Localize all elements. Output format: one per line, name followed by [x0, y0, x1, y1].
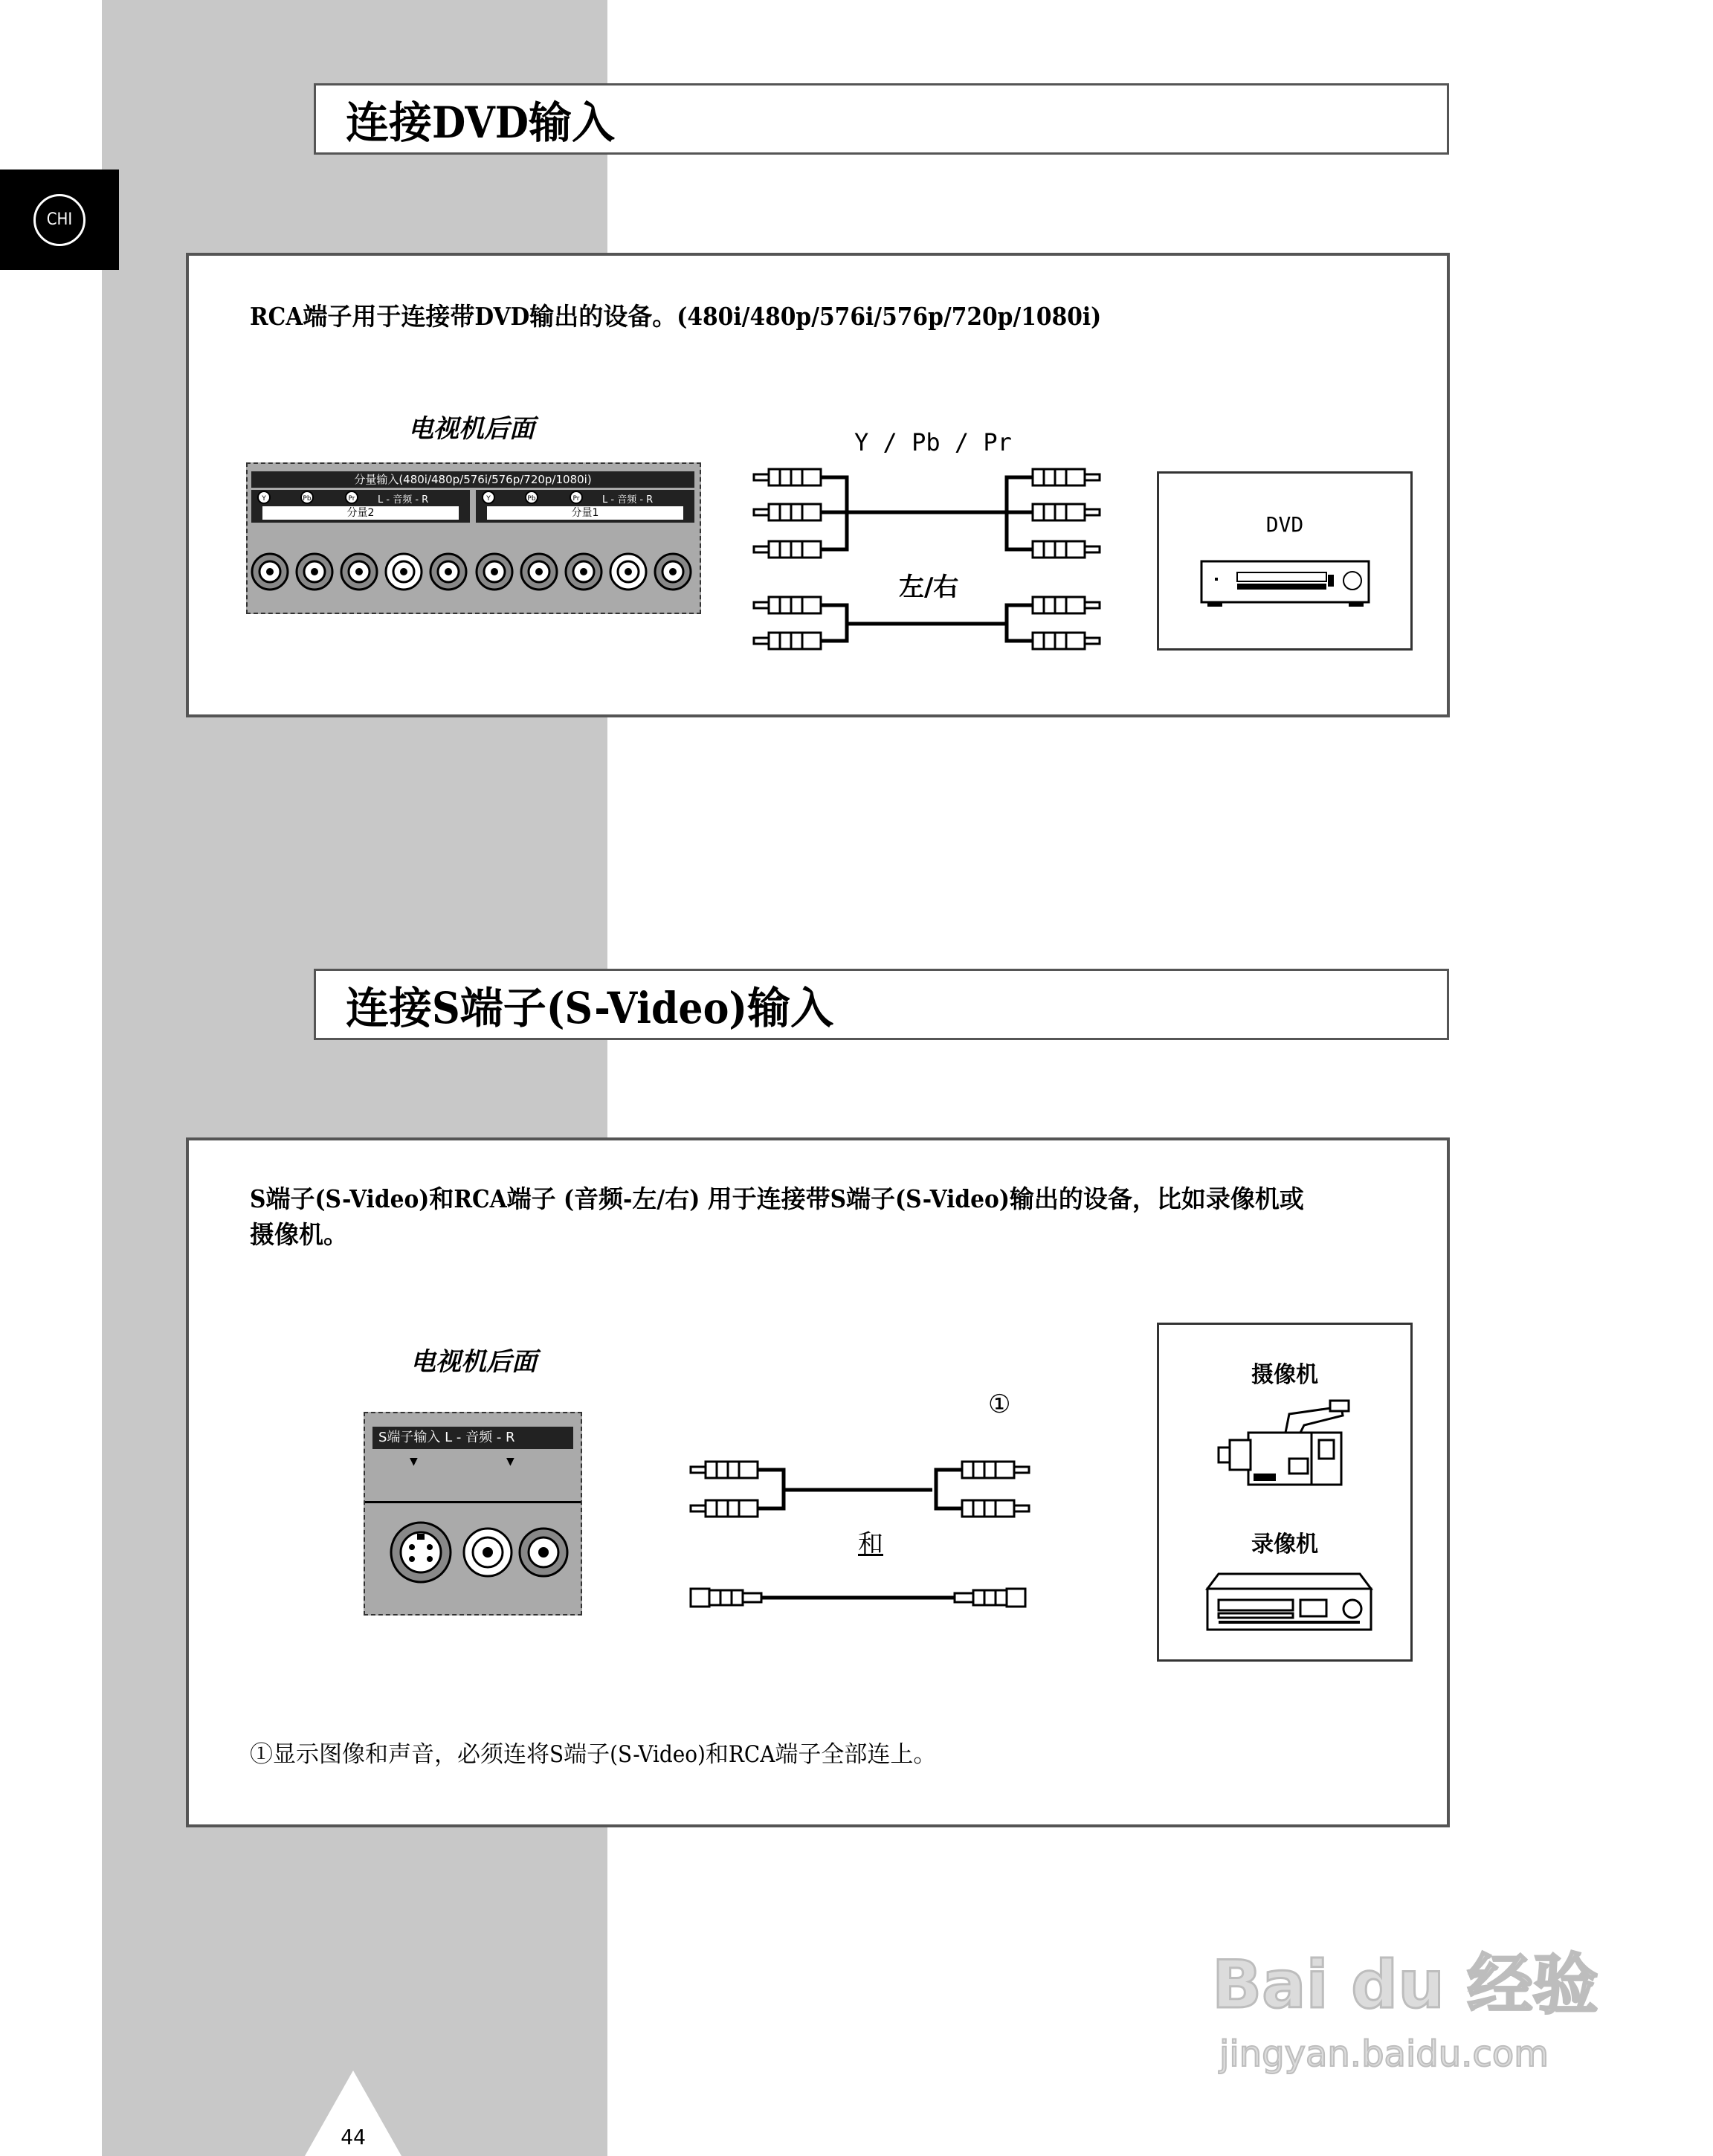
- section2-title: 连接S端子(S-Video)输入: [346, 983, 834, 1033]
- vcr-icon: [1204, 1566, 1375, 1641]
- connection-note: ①显示图像和声音，必须连将S端子(S-Video)和RCA端子全部连上。: [250, 1741, 937, 1768]
- marker-circled-1: ①: [988, 1390, 1011, 1419]
- group2-label: 分量2: [262, 506, 459, 520]
- section1-panel: [186, 253, 1450, 717]
- rca-plug-icon: [962, 1500, 1029, 1517]
- audio-right-jack-icon: [520, 1529, 567, 1576]
- watermark-brand: Bai du 经验: [1212, 1946, 1599, 2023]
- component-cable-diagram: [750, 453, 1107, 676]
- dvd-player-icon: [1200, 554, 1371, 613]
- camcorder-icon: [1215, 1399, 1364, 1492]
- vcr-label: 录像机: [1251, 1532, 1318, 1558]
- rca-jack-icon: [655, 554, 691, 590]
- cable-audio-label: 左/右: [899, 572, 959, 602]
- jack-letter: Y: [486, 495, 491, 503]
- group2-audio-label: L - 音频 - R: [378, 494, 429, 506]
- audio-left-jack-icon: [464, 1529, 512, 1576]
- watermark-url: jingyan.baidu.com: [1219, 2033, 1549, 2075]
- jack-letter: Pb: [527, 495, 536, 503]
- section1-title-box: [314, 83, 1449, 155]
- rca-plug-icon: [1033, 469, 1100, 485]
- rca-jack-icon: [521, 554, 557, 590]
- svideo-panel-header: S端子输入 L - 音频 - R: [372, 1427, 573, 1449]
- jack-letter: Pr: [572, 495, 580, 503]
- rca-jack-icon: [610, 554, 646, 590]
- section2-title-box: [314, 969, 1449, 1040]
- section1-title: 连接DVD输入: [346, 97, 615, 148]
- down-arrow-icon: ▼: [410, 1456, 418, 1468]
- section2-description-line1: S端子(S-Video)和RCA端子 (音频-左/右) 用于连接带S端子(S-Video)输出的设备，比如录像机或: [250, 1184, 1304, 1213]
- svideo-jacks: [365, 1504, 581, 1613]
- svideo-plug-icon: [691, 1589, 761, 1607]
- video-device-box: [1157, 1323, 1413, 1662]
- rca-jack-icon: [297, 554, 332, 590]
- panel-divider: [365, 1501, 581, 1503]
- component-panel-header: 分量输入(480i/480p/576i/576p/720p/1080i): [251, 471, 694, 488]
- camcorder-label: 摄像机: [1251, 1362, 1318, 1388]
- rca-jack-icon: [477, 554, 512, 590]
- rca-plug-icon: [1033, 633, 1100, 649]
- section2-panel: [186, 1137, 1450, 1827]
- rca-plug-icon: [754, 633, 821, 649]
- rca-plug-icon: [754, 541, 821, 558]
- rca-plug-icon: [754, 469, 821, 485]
- svideo-cable-diagram: [687, 1445, 1036, 1631]
- rca-plug-icon: [1033, 541, 1100, 558]
- rca-jack-icon: [252, 554, 288, 590]
- component-jacks: [248, 464, 700, 613]
- page-number: 44: [341, 2125, 366, 2149]
- and-label: 和: [858, 1529, 883, 1559]
- dvd-label: DVD: [1265, 512, 1304, 537]
- section2-description-line2: 摄像机。: [250, 1220, 348, 1249]
- jack-letter: Pb: [303, 495, 312, 503]
- rca-jack-icon: [430, 554, 466, 590]
- baidu-watermark: [1212, 1933, 1673, 2097]
- rca-plug-icon: [1033, 597, 1100, 613]
- tv-back-label: 电视机后面: [408, 414, 535, 444]
- group1-label: 分量1: [487, 506, 683, 520]
- rca-plug-icon: [1033, 504, 1100, 520]
- rca-jack-icon: [386, 554, 422, 590]
- language-tab: [0, 170, 119, 270]
- dvd-device-box: [1157, 471, 1413, 651]
- rca-plug-icon: [962, 1462, 1029, 1478]
- rca-jack-icon: [566, 554, 601, 590]
- down-arrow-icon: ▼: [506, 1456, 514, 1468]
- group1-audio-label: L - 音频 - R: [602, 494, 654, 506]
- rca-jack-icon: [341, 554, 377, 590]
- rca-plug-icon: [754, 504, 821, 520]
- component-jack-panel: [246, 462, 701, 614]
- jack-letter: Pr: [348, 495, 355, 503]
- svideo-jack-panel: [364, 1412, 582, 1616]
- jack-letter: Y: [262, 495, 266, 503]
- svideo-plug-icon: [955, 1589, 1025, 1607]
- section1-description: RCA端子用于连接带DVD输出的设备。(480i/480p/576i/576p/720p/1080i): [250, 302, 1102, 331]
- rca-plug-icon: [691, 1462, 758, 1478]
- rca-plug-icon: [754, 597, 821, 613]
- cable-video-label: Y / Pb / Pr: [854, 428, 1012, 456]
- svideo-jack-icon: [391, 1523, 451, 1582]
- tv-back-label-2: 电视机后面: [410, 1347, 537, 1377]
- rca-plug-icon: [691, 1500, 758, 1517]
- language-label: CHI: [33, 194, 86, 246]
